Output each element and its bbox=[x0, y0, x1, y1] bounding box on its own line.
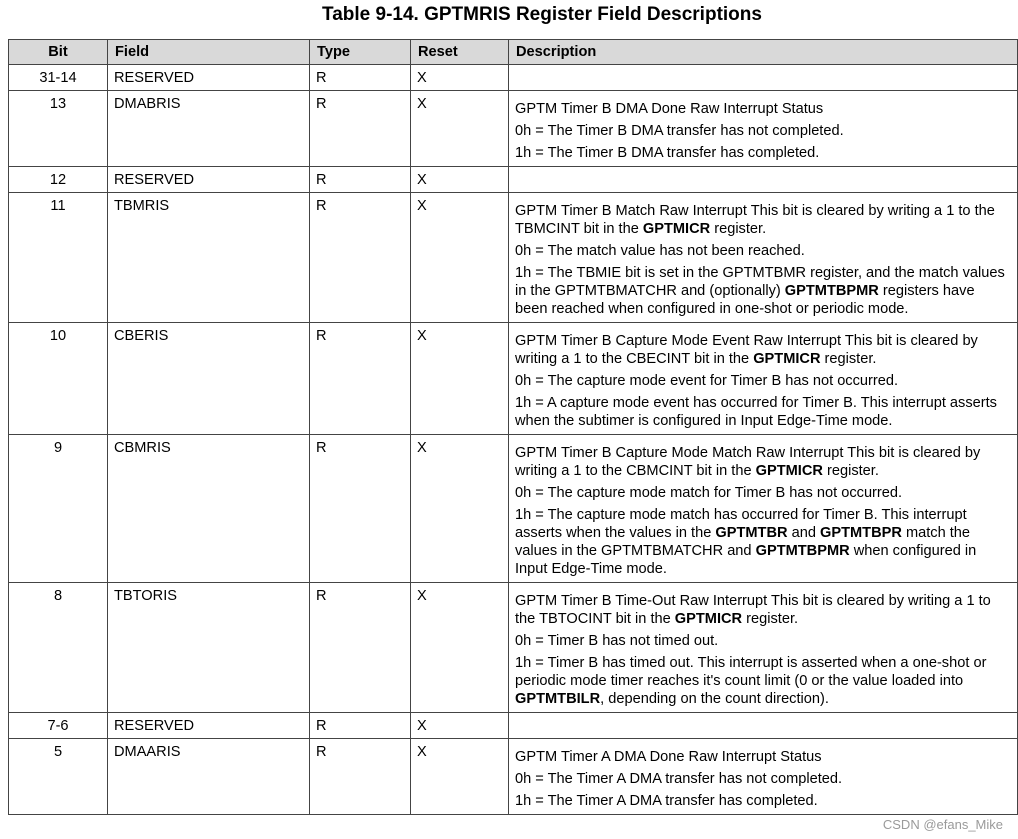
field-cell: RESERVED bbox=[108, 167, 310, 193]
description-text: 1h = The TBMIE bit is set in the GPTMTBMR register, and the match values in the GPTMTBMATCHR and (optionally) bbox=[515, 265, 1005, 299]
description-paragraph bbox=[515, 792, 1009, 810]
description-paragraph bbox=[515, 202, 1009, 238]
description-text: match the values in the GPTMTBMATCHR and bbox=[515, 525, 971, 559]
bit-cell: 10 bbox=[9, 323, 108, 435]
description-text: GPTM Timer B Capture Mode Match Raw Interrupt This bit is cleared by writing a 1 to the CBMCINT bit in the bbox=[515, 445, 981, 479]
type-cell: R bbox=[310, 167, 411, 193]
field-cell: CBMRIS bbox=[108, 435, 310, 583]
type-cell: R bbox=[310, 323, 411, 435]
description-text: 0h = The Timer A DMA transfer has not completed. bbox=[515, 771, 843, 787]
register-name: GPTMTBPMR bbox=[784, 283, 879, 299]
description-paragraph bbox=[515, 632, 1009, 650]
description-text: 1h = The capture mode match has occurred for Timer B. This interrupt asserts when the values in the bbox=[515, 507, 967, 541]
description-paragraph bbox=[515, 506, 1009, 578]
register-name: GPTMTBPR bbox=[820, 525, 902, 541]
field-cell: DMAARIS bbox=[108, 739, 310, 815]
header-description: Description bbox=[509, 40, 1018, 65]
description-cell bbox=[509, 91, 1018, 167]
description-text: and bbox=[787, 525, 820, 541]
field-cell: CBERIS bbox=[108, 323, 310, 435]
description-paragraph bbox=[515, 654, 1009, 708]
header-bit: Bit bbox=[9, 40, 108, 65]
type-cell: R bbox=[310, 739, 411, 815]
description-paragraph bbox=[515, 122, 1009, 140]
table-row bbox=[9, 91, 1018, 167]
description-text: 0h = The Timer B DMA transfer has not completed. bbox=[515, 123, 844, 139]
field-cell: TBMRIS bbox=[108, 193, 310, 323]
register-name: GPTMICR bbox=[755, 463, 823, 479]
header-field: Field bbox=[108, 40, 310, 65]
field-cell: RESERVED bbox=[108, 65, 310, 91]
header-type: Type bbox=[310, 40, 411, 65]
description-text: GPTM Timer A DMA Done Raw Interrupt Status bbox=[515, 749, 822, 765]
table-title: Table 9-14. GPTMRIS Register Field Descriptions bbox=[322, 4, 762, 25]
bit-cell: 7-6 bbox=[9, 713, 108, 739]
description-text: GPTM Timer B DMA Done Raw Interrupt Status bbox=[515, 101, 824, 117]
reset-cell: X bbox=[411, 193, 509, 323]
description-text: register. bbox=[822, 463, 879, 479]
description-cell bbox=[509, 713, 1018, 739]
register-name: GPTMICR bbox=[674, 611, 743, 627]
description-paragraph bbox=[515, 748, 1009, 766]
description-cell bbox=[509, 435, 1018, 583]
bit-cell: 11 bbox=[9, 193, 108, 323]
description-text: when configured in Input Edge-Time mode. bbox=[515, 543, 977, 577]
register-field-table bbox=[8, 39, 1018, 815]
description-text: GPTM Timer B Match Raw Interrupt This bit is cleared by writing a 1 to the TBMCINT bit in the bbox=[515, 203, 995, 237]
description-text: 0h = The match value has not been reached. bbox=[515, 243, 805, 259]
description-text: GPTM Timer B Time-Out Raw Interrupt This bit is cleared by writing a 1 to the TBTOCINT bit in the bbox=[515, 593, 991, 627]
description-paragraph bbox=[515, 372, 1009, 390]
register-name: GPTMTBPMR bbox=[755, 543, 850, 559]
description-paragraph bbox=[515, 770, 1009, 788]
header-row bbox=[9, 40, 1018, 65]
reset-cell: X bbox=[411, 713, 509, 739]
header-reset: Reset bbox=[411, 40, 509, 65]
description-paragraph bbox=[515, 144, 1009, 162]
table-row bbox=[9, 65, 1018, 91]
description-text: 0h = Timer B has not timed out. bbox=[515, 633, 719, 649]
table-row bbox=[9, 193, 1018, 323]
description-text: , depending on the count direction). bbox=[600, 691, 829, 707]
description-text: registers have been reached when configured in one-shot or periodic mode. bbox=[515, 283, 975, 317]
register-name: GPTMTBILR bbox=[515, 691, 601, 707]
bit-cell: 9 bbox=[9, 435, 108, 583]
bit-cell: 13 bbox=[9, 91, 108, 167]
bit-cell: 8 bbox=[9, 583, 108, 713]
description-text: register. bbox=[820, 351, 877, 367]
description-paragraph bbox=[515, 242, 1009, 260]
description-text: 1h = Timer B has timed out. This interrupt is asserted when a one-shot or periodic mode timer reaches it's count limit (0 or the value loaded into bbox=[515, 655, 987, 689]
reset-cell: X bbox=[411, 435, 509, 583]
reset-cell: X bbox=[411, 65, 509, 91]
description-cell bbox=[509, 193, 1018, 323]
table-body bbox=[9, 65, 1018, 815]
table-row bbox=[9, 323, 1018, 435]
description-text: register. bbox=[742, 611, 799, 627]
register-name: GPTMTBR bbox=[715, 525, 788, 541]
table-row bbox=[9, 435, 1018, 583]
description-cell bbox=[509, 323, 1018, 435]
description-paragraph bbox=[515, 444, 1009, 480]
reset-cell: X bbox=[411, 167, 509, 193]
type-cell: R bbox=[310, 65, 411, 91]
register-name: GPTMICR bbox=[753, 351, 821, 367]
description-text: register. bbox=[710, 221, 767, 237]
bit-cell: 12 bbox=[9, 167, 108, 193]
description-text: GPTM Timer B Capture Mode Event Raw Interrupt This bit is cleared by writing a 1 to the CBECINT bit in the bbox=[515, 333, 978, 367]
reset-cell: X bbox=[411, 323, 509, 435]
register-name: GPTMICR bbox=[642, 221, 711, 237]
type-cell: R bbox=[310, 91, 411, 167]
description-paragraph bbox=[515, 592, 1009, 628]
table-row bbox=[9, 167, 1018, 193]
type-cell: R bbox=[310, 583, 411, 713]
table-row bbox=[9, 713, 1018, 739]
description-text: 0h = The capture mode event for Timer B has not occurred. bbox=[515, 373, 899, 389]
description-text: 0h = The capture mode match for Timer B has not occurred. bbox=[515, 485, 903, 501]
description-cell bbox=[509, 739, 1018, 815]
bit-cell: 5 bbox=[9, 739, 108, 815]
description-cell bbox=[509, 167, 1018, 193]
description-paragraph bbox=[515, 100, 1009, 118]
description-text: 1h = The Timer A DMA transfer has completed. bbox=[515, 793, 818, 809]
type-cell: R bbox=[310, 435, 411, 583]
description-paragraph bbox=[515, 394, 1009, 430]
description-paragraph bbox=[515, 264, 1009, 318]
watermark: CSDN @efans_Mike bbox=[880, 817, 1006, 832]
description-cell bbox=[509, 583, 1018, 713]
description-text: 1h = A capture mode event has occurred for Timer B. This interrupt asserts when the subtimer is configured in Input Edge-Time mode. bbox=[515, 395, 997, 429]
field-cell: RESERVED bbox=[108, 713, 310, 739]
type-cell: R bbox=[310, 193, 411, 323]
bit-cell: 31-14 bbox=[9, 65, 108, 91]
description-paragraph bbox=[515, 484, 1009, 502]
type-cell: R bbox=[310, 713, 411, 739]
description-cell bbox=[509, 65, 1018, 91]
description-paragraph bbox=[515, 332, 1009, 368]
reset-cell: X bbox=[411, 739, 509, 815]
field-cell: TBTORIS bbox=[108, 583, 310, 713]
table-row bbox=[9, 739, 1018, 815]
description-text: 1h = The Timer B DMA transfer has completed. bbox=[515, 145, 820, 161]
reset-cell: X bbox=[411, 91, 509, 167]
field-cell: DMABRIS bbox=[108, 91, 310, 167]
reset-cell: X bbox=[411, 583, 509, 713]
table-row bbox=[9, 583, 1018, 713]
